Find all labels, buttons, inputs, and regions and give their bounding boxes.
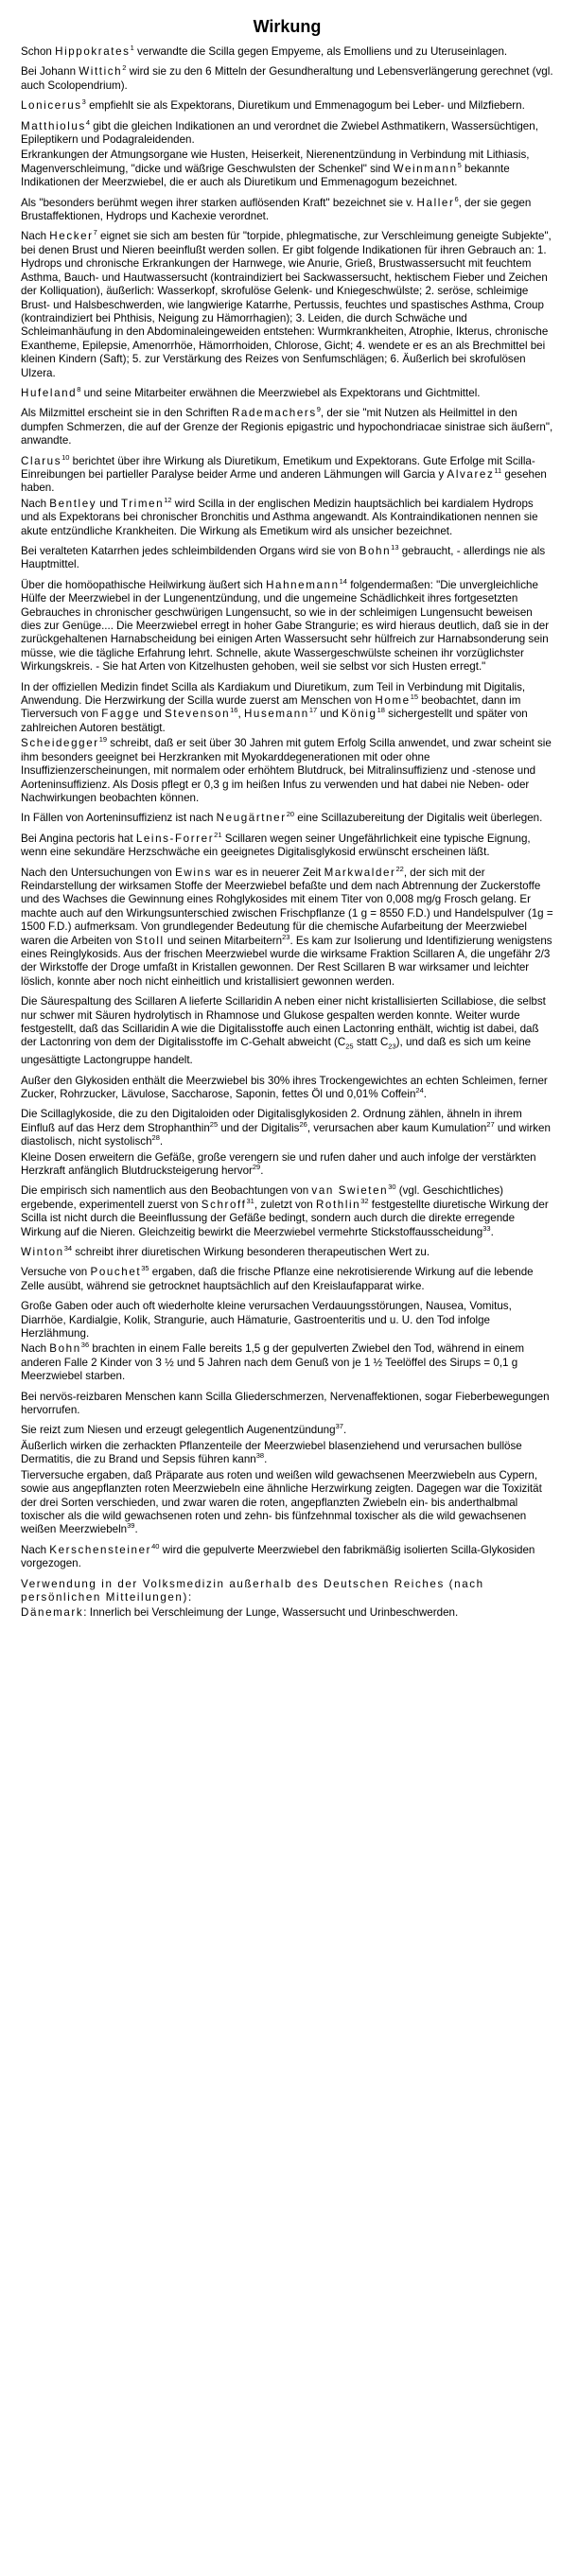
footnote-ref: 30 [388,1183,396,1192]
author-name: Stoll [135,934,165,947]
author-name: Winton [21,1246,64,1258]
paragraph: Als Milzmittel erscheint sie in den Schriften Rademachers$^9$, der sie "mit Nutzen als Heilmittel in den dumpfen Schmerzen, die auf der Grenze der Regionis epigastric und hypochondriacae sinistrae sich äußern", anwandte. [21,405,553,447]
subscript: 25 [345,1042,354,1051]
paragraph: Die Säurespaltung des Scillaren A lieferte Scillaridin A neben einer nicht kristallisierten Scillabiose, die selbst nur schwer mit Säuren hydrolytisch in Rhamnose und Glukose gespalten werden konnte. Weiter wurde festgestellt, daß das Scillaridin A wie die Digitalisstoffe auch einen Lactonring enthält, wichtig ist dabei, daß der Lactonring von dem der Digitalisstoffe im C-Gehalt abweicht ($C_{25}$ statt $C_{23}$), und daß es sich um keine ungesättigte Lactongruppe handelt. [21,995,546,1067]
footnote-ref: 3 [81,97,86,107]
author-name: Leins-Forrer [135,832,215,845]
footnote-ref: 14 [339,576,347,586]
author-name: König [341,708,377,721]
footnote-ref: 21 [214,830,222,839]
paragraph: Lonicerus$^3$ empfiehlt sie als Expektorans, Diuretikum und Emmenagogum bei Leber- und Milzfiebern. [21,97,525,113]
footnote-ref: 9 [316,405,321,414]
footnote-ref: 6 [454,194,459,203]
paragraph: Hufeland$^8$ und seine Mitarbeiter erwähnen die Meerzwiebel als Expektorans und Gichtmittel. [21,385,481,399]
author-name: Dänemark [21,1606,84,1620]
paragraph: Bei nervös-reizbaren Menschen kann Scilla Gliederschmerzen, Nervenaffektionen, sogar Fieberbewegungen hervorrufen. [21,1390,550,1417]
footnote-ref: 24 [415,1086,424,1095]
paragraph: Matthiolus$^4$ gibt die gleichen Indikationen an und verordnet die Zwiebel Asthmatikern, Wassersüchtigen, Epileptikern und Podagraleidenden. [21,117,538,147]
paragraph [21,1578,553,1605]
page-title: Wirkung [253,17,322,36]
author-name: Pouchet [90,1266,142,1279]
paragraph: Nach den Untersuchungen von Ewins war es in neuerer Zeit Markwalder$^{22}$, der sich mit der Reindarstellung der wirksamen Stoffe der Meerzwiebel befaßte und dem nach Abtrennung der Zuckerstoffe und des Wachses die Gewinnung eines Rohglykosides mit einem Titer von 0,008 mg/g Frosch gelang. Er machte auch auf den Wirkungsunterschied zwischen Frischpflanze (1 g = 8550 F.D.) und Handelspulver (1g = 1500 F.D.) aufmerksam. Von grundlegender Bedeutung für die chemische Aufarbeitung der Meerzwiebel waren die Arbeiten von Stoll und seinen Mitarbeitern$^{23}$. Es kam zur Isolierung und Identifizierung wenigstens eines Reinglykosids. Aus der frischen Meerzwiebel wurde die wirksame Fraktion Scillaren A, die ungefähr 2/3 der Wirkstoffe der Droge umfaßt in Kristallen gewonnen. Der Rest Scillaren B war wirksamer und leichter löslich, konnte aber noch nicht einheitlich und kristallisiert gewonnen werden. [21,864,553,988]
paragraph: Außer den Glykosiden enthält die Meerzwiebel bis 30% ihres Trockengewichtes an echten Schleimen, ferner Zucker, Rohrzucker, Lävulose, Saccharose, Saponin, fettes Öl und 0,01% Coffein$^{24}$. [21,1074,548,1100]
author-name: Haller [416,196,455,209]
paragraph: Erkrankungen der Atmungsorgane wie Husten, Heiserkeit, Nierenentzündung in Verbindung mit Lithiasis, Magenverschleimung, "dicke und wäßrige Geschwulsten der Schenkel" sind Weinmann$^5$ bekannte Indikationen der Meerzwiebel, die er auch als Diuretikum und Emmenagogum bezeichnet. [21,149,530,189]
footnote-ref: 39 [127,1521,135,1531]
footnote-ref: 31 [246,1196,254,1205]
footnote-ref: 8 [77,385,81,394]
footnote-ref: 40 [151,1541,160,1551]
paragraph: Nach Kerschensteiner$^{40}$ wird die gepulverte Meerzwiebel den fabrikmäßig isolierten Scilla-Glykosiden vorgezogen. [21,1541,535,1570]
author-name: Trimen [120,497,165,510]
footnote-ref: 27 [486,1119,495,1129]
paragraph: Sie reizt zum Niesen und erzeugt gelegentlich Augenentzündung$^{37}$. [21,1422,347,1437]
paragraph: Schon Hippokrates$^1$ verwandte die Scilla gegen Empyeme, als Emolliens und zu Uteruseinlagen. [21,44,508,58]
paragraph: Nach Bentley und Trimen$^{12}$ wird Scilla in der englischen Medizin hauptsächlich bei kardialem Hydrops und als Expektorans bei chronischer Bronchitis und Asthma angewandt. Als Kontraindikationen nennen sie akute entzündliche Krankheiten. Die Wirkung als Emetikum wird als unsicher bezeichnet. [21,495,538,537]
footnote-ref: 5 [457,160,462,169]
footnote-ref: 33 [482,1223,491,1233]
footnote-ref: 7 [93,228,97,237]
author-name: Hufeland [21,386,78,399]
footnote-ref: 10 [61,452,70,462]
paragraph: Kleine Dosen erweitern die Gefäße, große verengern sie und rufen daher und auch infolge der verstärkten Herzkraft anfänglich Blutdrucksteigerung hervor$^{29}$. [21,1150,536,1177]
footnote-ref: 37 [335,1422,343,1431]
author-name: Rademachers [231,407,317,420]
author-name: Stevenson [164,708,231,721]
paragraph: Große Gaben oder auch oft wiederholte kleine verursachen Verdauungsstörungen, Nausea, Vomitus, Diarrhöe, Kardialgie, Kolik, Strangurie, auch Hämaturie, Gastroenteritis und u. U. den Tod infolge Herzlähmung. [21,1300,512,1341]
author-name: Fagge [101,708,141,721]
footnote-ref: 23 [282,932,290,941]
author-name: Bohn [359,545,392,557]
paragraph: Clarus$^{10}$ berichtet über ihre Wirkung als Diuretikum, Emetikum und Expektorans. Gute Erfolge mit Scilla-Einreibungen bei partieller Paralyse beider Arme und anderen Lähmungen will Garcia y Alvarez$^{11}$ gesehen haben. [21,452,547,495]
author-name: Schroff [201,1198,247,1211]
footnote-ref: 20 [286,810,295,819]
footnote-ref: 11 [494,466,502,476]
paragraph: In der offiziellen Medizin findet Scilla als Kardiakum und Diuretikum, zum Teil in Verbindung mit Digitalis, Anwendung. Die Herzwirkung der Scilla wurde zuerst am Menschen von Home$^{15}$ beobachtet, dann im Tierversuch von Fagge und Stevenson$^{16}$, Husemann$^{17}$ und König$^{18}$ sichergestellt und später von zahlreichen Autoren bestätigt. [21,680,528,734]
footnote-ref: 34 [63,1244,73,1253]
author-name: Wittich [79,65,123,79]
author-name: Ewins [175,866,213,879]
footnote-ref: 26 [299,1119,307,1129]
footnote-ref: 36 [80,1341,90,1350]
footnote-ref: 19 [98,735,108,745]
paragraph: Bei Angina pectoris hat Leins-Forrer$^{21}$ Scillaren wegen seiner Ungefährlichkeit eine typische Eignung, wenn eine sekundäre Herzschwäche ein geeignetes Digitalisglykosid erwünscht erscheinen läßt. [21,830,531,859]
footnote-ref: 12 [164,495,172,504]
paragraph: Die Scillaglykoside, die zu den Digitaloiden oder Digitalisglykosiden 2. Ordnung zählen, ähneln in ihrem Einfluß auf das Herz dem Strophanthin$^{25}$ und der Digitalis$^{26}$, verursachen aber kaum Kumulation$^{27}$ und wirken diastolisch, nicht systolisch$^{28}$. [21,1108,551,1148]
author-name: Weinmann [393,162,458,175]
author-name: Scheidegger [21,737,99,750]
footnote-ref: 13 [391,543,399,552]
author-name: Alvarez [447,467,495,481]
subscript: 23 [388,1042,396,1051]
footnote-ref: 16 [230,706,238,715]
footnote-ref: 29 [252,1163,261,1172]
paragraph: Dänemark: Innerlich bei Verschleimung der Lunge, Wassersucht und Urinbeschwerden. [21,1606,459,1620]
paragraph: Versuche von Pouchet$^{35}$ ergaben, daß die frische Pflanze eine nekrotisierende Wirkung auf die lebende Zelle ausübt, während sie getrocknet hauptsächlich auf den Kreislaufapparat wirke. [21,1264,534,1292]
paragraph: Scheidegger$^{19}$ schreibt, daß er seit über 30 Jahren mit gutem Erfolg Scilla anwendet, und zwar scheint sie ihm besonders geeignet bei Herzkranken mit Myokarddegenerationen mit oder ohne Insuffizienzerscheinungen, mit normalem oder erhöhtem Blutdruck, bei Mitralinsuffizienz und -stenose und Aorteninsuffizienz. Als Dosis pflegt er 0,3 g im heißen Infus zu verwenden und hat dabei nie Neben- oder Nachwirkungen beobachten können. [21,735,552,804]
author-name: Hippokrates [55,45,131,58]
author-name: Rothlin [315,1198,361,1211]
footnote-ref: 35 [141,1264,149,1273]
paragraph: Nach Hecker$^7$ eignet sie sich am besten für "torpide, phlegmatische, zur Verschleimung geneigte Subjekte", bei denen Brust und Nieren beeinflußt werden sollen. Er gibt folgende Indikationen für ihren Gebrauch an: 1. Hydrops und chronische Erkrankungen der Harnwege, wie Anurie, Grieß, Brustwassersucht mit feuchtem Asthma, Bauch- und Hautwassersucht (kontraindiziert bei Sackwassersucht, hektischem Fieber und Zeichen der Kolliquation), äußerlich: Wasserkopf, skrofulöse Gelenk- und Kniegeschwülste; 2. seröse, schleimige Brust- und Halsbeschwerden, wie langwierige Katarrhe, Pertussis, feuchtes und spastisches Asthma, Croup (kontraindiziert bei Phthisis, Neigung zu Hämorrhagien); 3. Leiden, die durch Schwäche und Schleimanhäufung in den Abdominaleingeweiden entstehen: Wurmkrankheiten, Atrophie, Ikterus, chronische Exantheme, Epilepsie, Amenorrhöe, Hämorrhoiden, Chlorose, Gicht; 4. wendete er es an als Brechmittel bei kleinen Kindern (Saft); 5. zur Verstärkung des Reizes von Senfumschlägen; 6. Äußerlich bei skrofulösen Ulzera. [21,228,552,379]
author-name: Home [375,694,411,708]
paragraph: Äußerlich wirken die zerhackten Pflanzenteile der Meerzwiebel blasenziehend und verursachen bullöse Dermatitis, die zu Brand und Sepsis führen kann$^{38}$. [21,1439,522,1466]
paragraph: Winton$^{34}$ schreibt ihrer diuretischen Wirkung besonderen therapeutischen Wert zu. [21,1244,430,1258]
author-name: Markwalder [324,866,396,879]
author-name: Kerschensteiner [49,1543,152,1556]
footnote-ref: 32 [360,1196,369,1205]
footnote-ref: 15 [410,692,419,702]
footnote-ref: 18 [377,706,385,715]
footnote-ref: 17 [308,706,318,715]
paragraph: Bei Johann Wittich$^2$ wird sie zu den 6 Mitteln der Gesundheraltung und Lebensverlängerung gerechnet (vgl. auch Scolopendrium). [21,63,553,92]
author-name: Clarus [21,454,62,467]
author-name: van Swieten [311,1184,389,1198]
author-name: Hahnemann [266,578,340,591]
footnote-ref: 22 [395,864,404,873]
paragraph: Tierversuche ergaben, daß Präparate aus roten und weißen wild gewachsenen Meerzwiebeln aus Cypern, sowie aus angepflanzten roten Meerzwiebeln eine ähnliche Herzwirkung zeigten. Dagegen war die Toxizität der drei Sorten verschieden, und zwar waren die roten, angepflanzten Zwiebeln ein- bis anderthalbmal toxischer als die wild gewachsenen roten und zehn- bis fünfzehnmal toxischer als die wild gewachsenen weißen Meerzwiebeln$^{39}$. [21,1468,542,1536]
paragraph: In Fällen von Aorteninsuffizienz ist nach Neugärtner$^{20}$ eine Scillazubereitung der Digitalis weit überlegen. [21,810,543,825]
footnote-ref: 38 [255,1451,265,1461]
author-name: Bohn [49,1342,81,1356]
footnote-ref: 1 [130,44,134,53]
author-name: Lonicerus [21,99,82,113]
paragraph: Über die homöopathische Heilwirkung äußert sich Hahnemann$^{14}$ folgendermaßen: "Die unvergleichliche Hülfe der Meerzwiebel in der Lungenentzündung, und die ungemeine Schädlichkeit ihres fortgesetzten Gebrauches in chronischer geschwürigen Lungensucht, so wie in der schleimigen Lungensucht beweisen dies zur Genüge.... Die Meerzwiebel erregt in hoher Gabe Strangurie; es wird hieraus deutlich, daß sie in der zurückgehaltenen Harnabscheidung bei einigen Arten Wassersucht sehr hülfreich zur Harnabsonderung sein müsse, wie die tägliche Erfahrung lehrt. Schnelle, akute Wassergeschwülste scheinen ihr vorzüglichster Wirkungskreis. - Sie hat Arten von Kitzelhusten gehoben, weil sie selbst vor sich Husten erregt." [21,576,550,674]
footnote-ref: 25 [209,1119,219,1129]
author-name: Hecker [49,230,94,243]
author-name: Matthiolus [21,119,86,132]
author-name: Verwendung in der Volksmedizin außerhalb des Deutschen Reiches (nach persönlichen Mitteilungen): [21,1577,484,1603]
paragraph: Nach Bohn$^{36}$ brachten in einem Falle bereits 1,5 g der gepulverten Zwiebel den Tod, während in einem anderen Falle 2 Kinder von 3 ½ und 5 Jahren nach dem Genuß von je 1 ½ Teelöffel des Sirups = 0,1 g Meerzwiebel starben. [21,1341,525,1383]
author-name: Neugärtner [216,812,287,825]
paragraph: Bei veralteten Katarrhen jedes schleimbildenden Organs wird sie von Bohn$^{13}$ gebraucht, - allerdings nie als Hauptmittel. [21,543,546,571]
footnote-ref: 28 [151,1133,160,1143]
document-body [21,45,553,1621]
author-name: Husemann [243,708,309,721]
footnote-ref: 2 [122,63,127,73]
footnote-ref: 4 [85,117,91,127]
paragraph: Als "besonders berühmt wegen ihrer starken auflösenden Kraft" bezeichnet sie v. Haller$^6$, der sie gegen Brustaffektionen, Hydrops und Kachexie verordnet. [21,194,532,223]
paragraph: Die empirisch sich namentlich aus den Beobachtungen von van Swieten$^{30}$ (vgl. Geschichtliches) ergebende, experimentell zuerst von Schroff$^{31}$, zuletzt von Rothlin$^{32}$ festgestellte diuretische Wirkung der Scilla ist nicht durch die Beeinflussung der Gefäße bedingt, sondern auch durch die direkte erregende Wirkung auf die Nieren. Gleichzeitig bewirkt die Meerzwiebel vermehrte Stickstoffausscheidung$^{33}$. [21,1183,549,1238]
author-name: Bentley [49,497,97,510]
